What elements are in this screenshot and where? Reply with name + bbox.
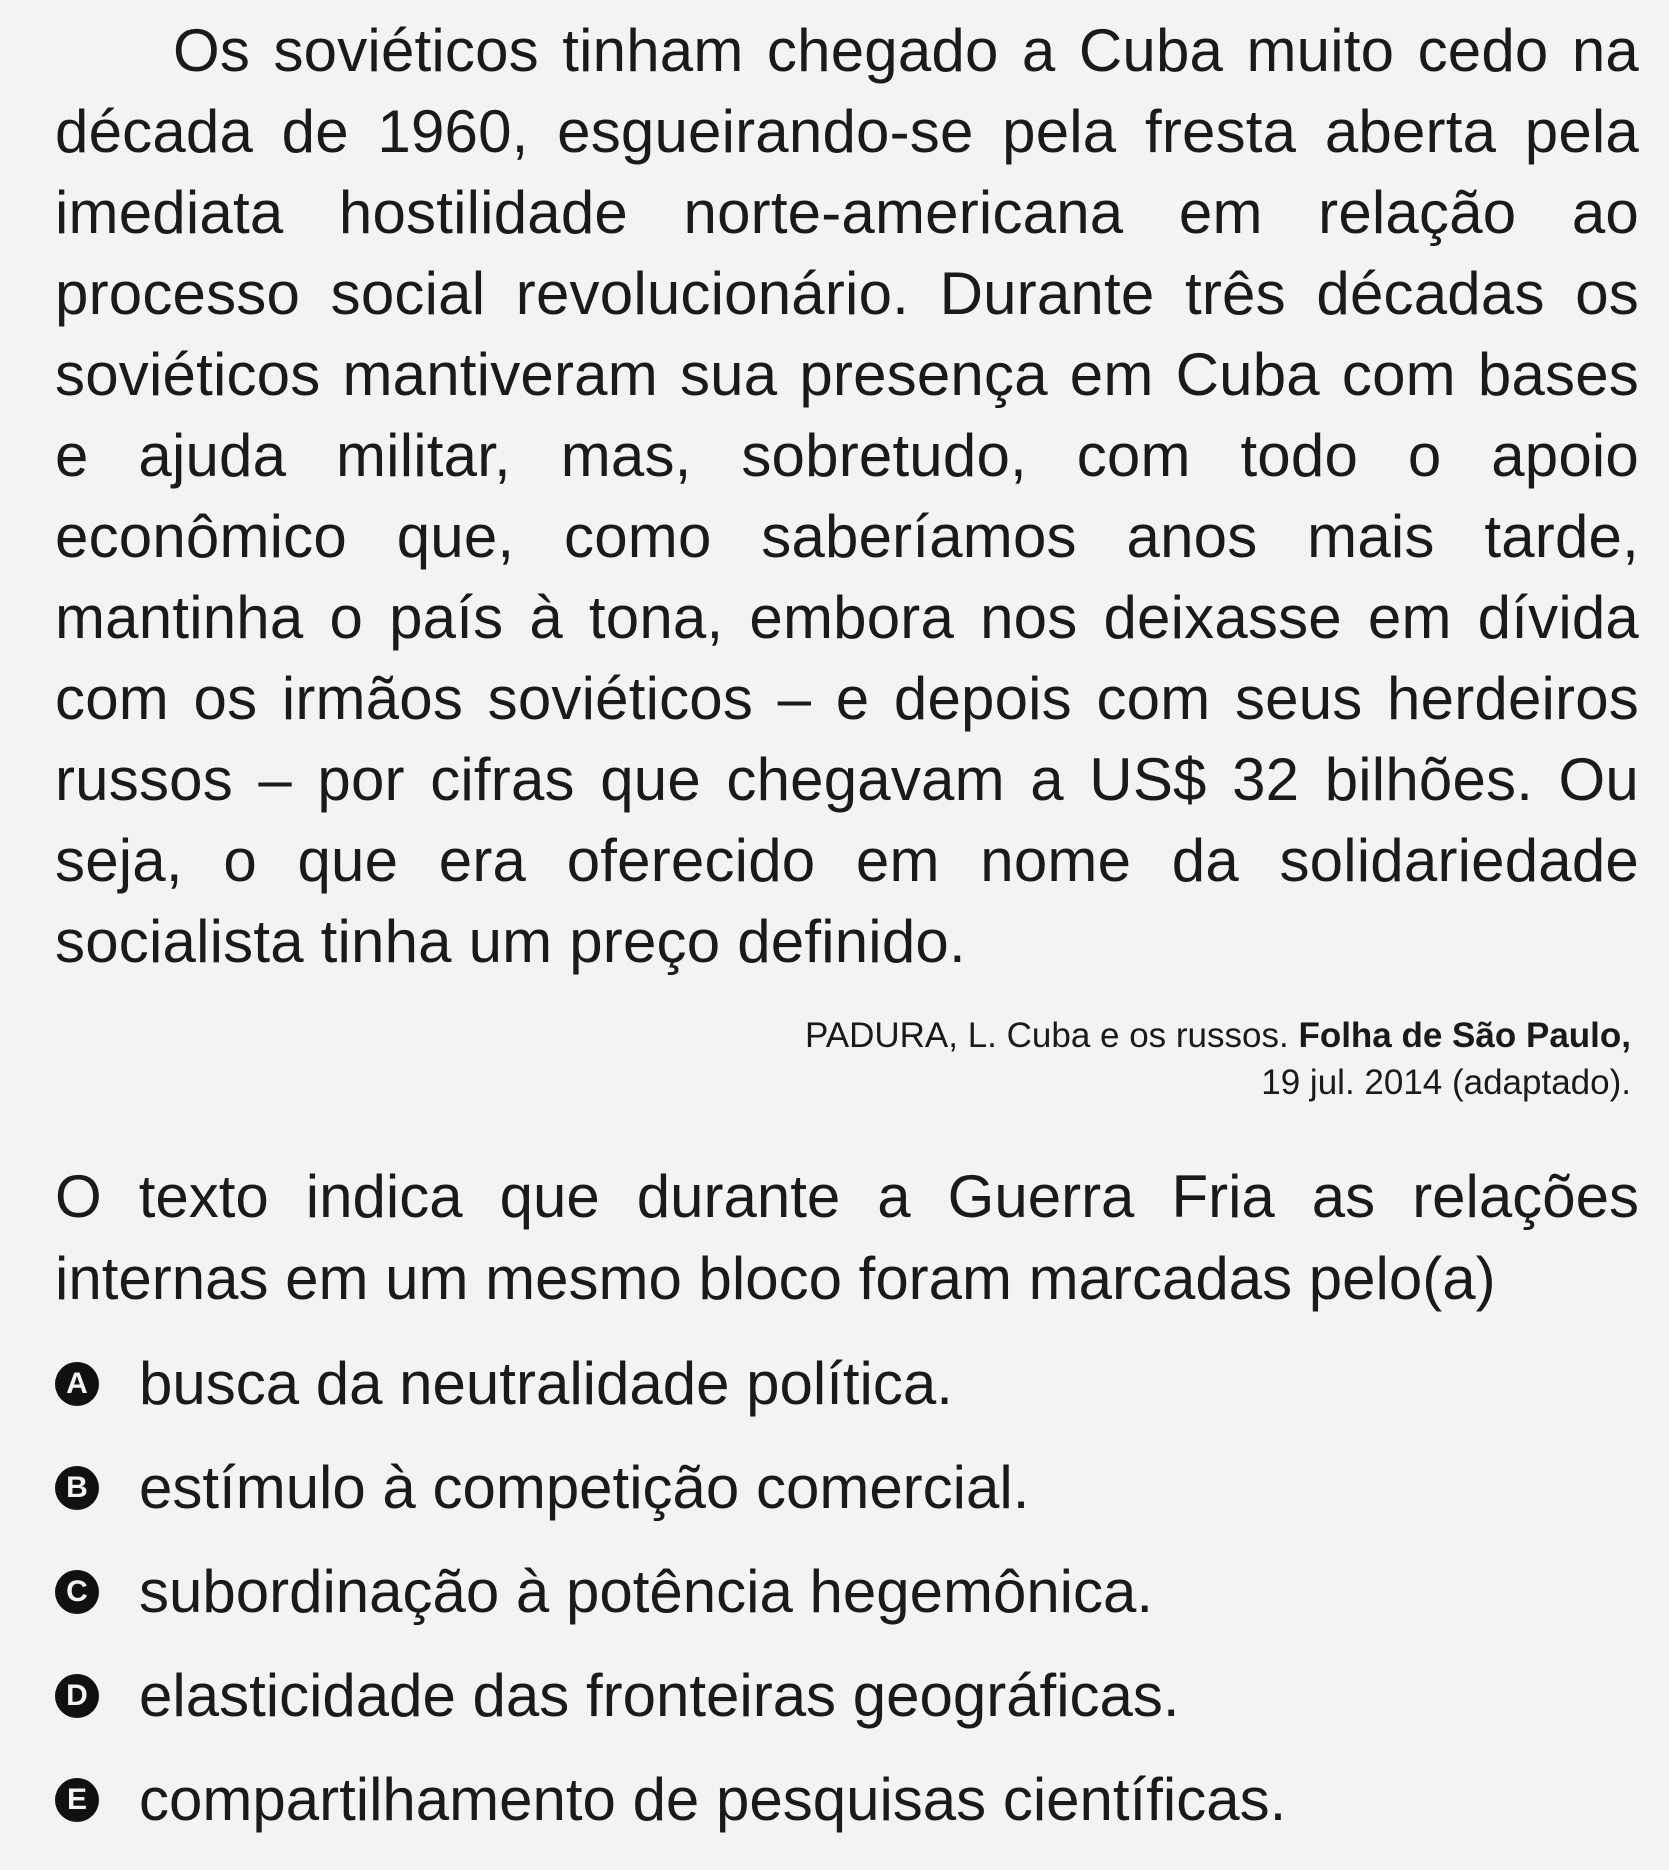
- answer-options: [55, 1332, 1639, 1852]
- option-a-text: busca da neutralidade política.: [139, 1350, 953, 1417]
- option-c-text: subordinação à potência hegemônica.: [139, 1558, 1154, 1625]
- passage-text: Os soviéticos tinham chegado a Cuba muito cedo na década de 1960, esgueirando-se pela fresta aberta pela imediata hostilidade norte-americana em relação ao processo social revolucionário. Durante três décadas os soviéticos mantiveram sua presença em Cuba com bases e ajuda militar, mas, sobretudo, com todo o apoio econômico que, como saberíamos anos mais tarde, mantinha o país à tona, embora nos deixasse em dívida com os irmãos soviéticos – e depois com seus herdeiros russos – por cifras que chegavam a US$ 32 bilhões. Ou seja, o que era oferecido em nome da solidariedade socialista tinha um preço definido.: [55, 17, 1639, 975]
- option-a-letter-badge: A: [55, 1362, 99, 1406]
- citation-publication: Folha de São Paulo,: [1298, 1016, 1631, 1055]
- option-d[interactable]: [55, 1644, 1639, 1748]
- option-b-text: estímulo à competição comercial.: [139, 1454, 1030, 1521]
- option-e[interactable]: [55, 1748, 1639, 1852]
- option-d-text: elasticidade das fronteiras geográficas.: [139, 1662, 1180, 1729]
- option-b[interactable]: [55, 1436, 1639, 1540]
- option-d-letter-badge: D: [55, 1674, 99, 1718]
- citation: [55, 1012, 1631, 1106]
- option-e-letter-badge: E: [55, 1778, 99, 1822]
- citation-date: 19 jul. 2014 (adaptado).: [1261, 1063, 1631, 1102]
- citation-line-1: [55, 1012, 1631, 1059]
- question-stem: O texto indica que durante a Guerra Fria as relações internas em um mesmo bloco foram marcadas pelo(a): [55, 1163, 1639, 1312]
- option-c-letter-badge: C: [55, 1570, 99, 1614]
- option-c[interactable]: [55, 1540, 1639, 1644]
- option-e-text: compartilhamento de pesquisas científicas.: [139, 1766, 1287, 1833]
- option-a[interactable]: [55, 1332, 1639, 1436]
- option-b-letter-badge: B: [55, 1466, 99, 1510]
- citation-author-title: PADURA, L. Cuba e os russos.: [804, 1016, 1289, 1055]
